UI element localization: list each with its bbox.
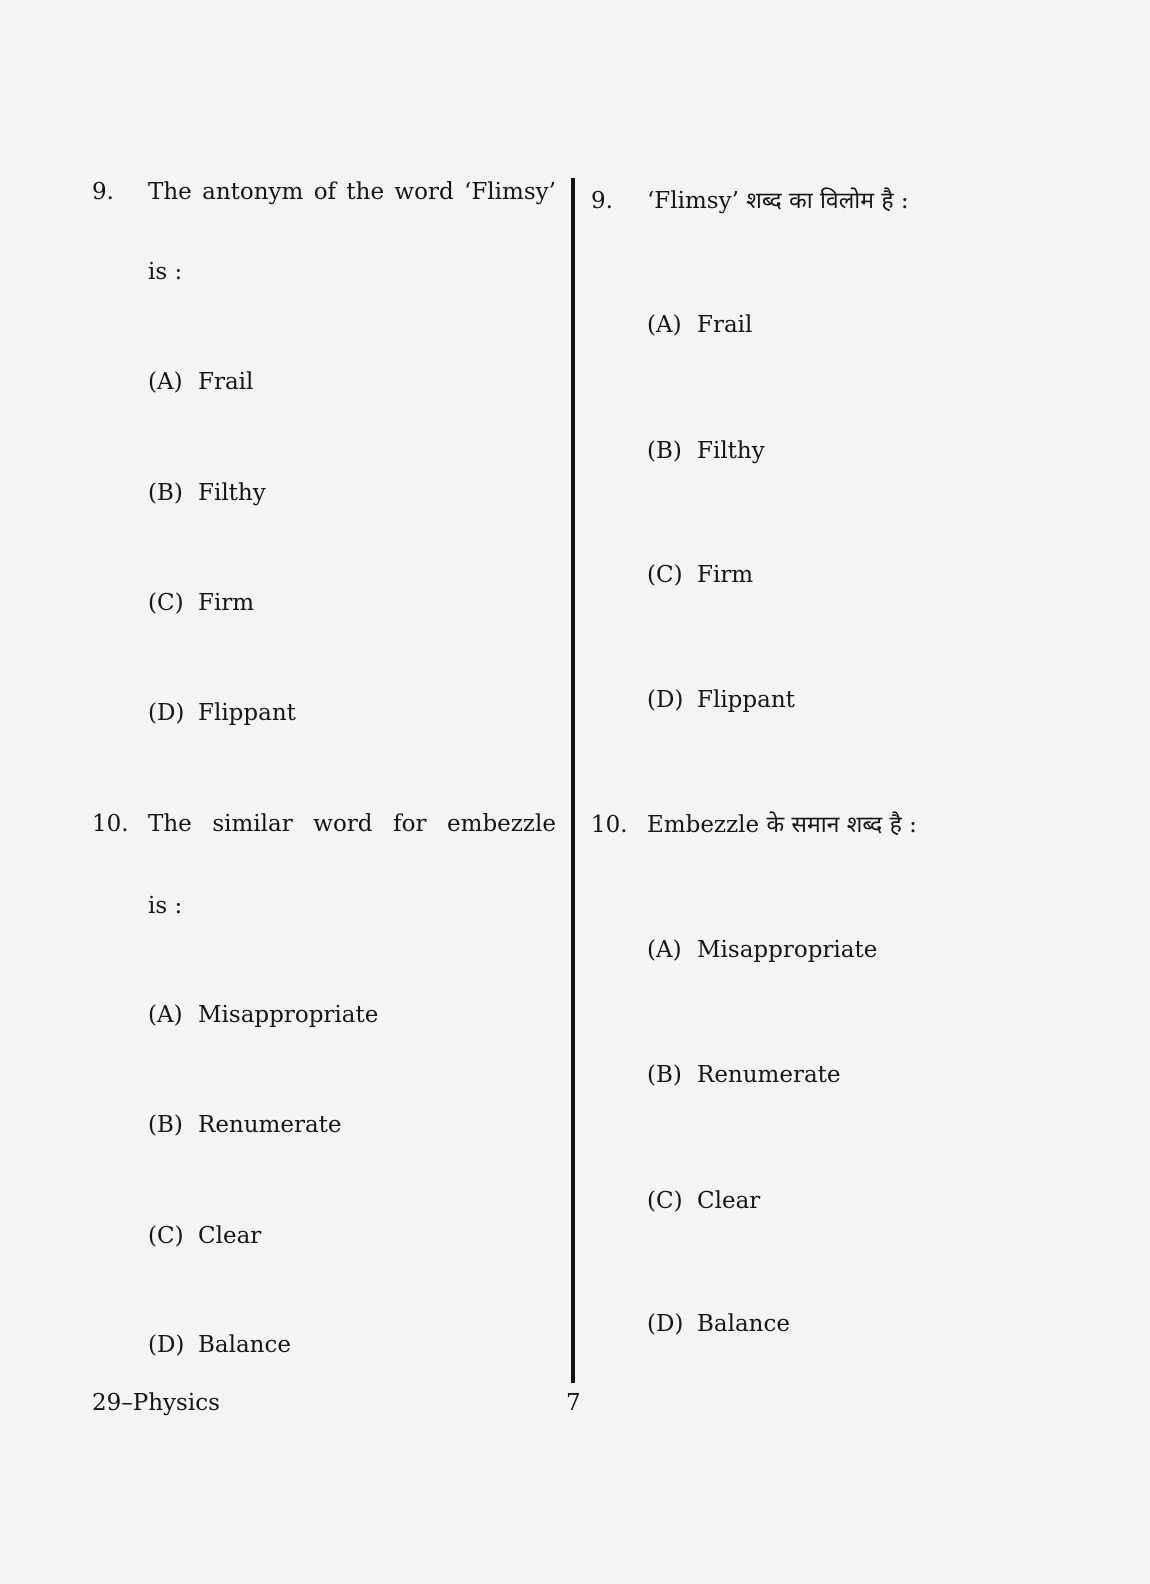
option-text: Balance xyxy=(198,1332,291,1358)
option-text: Firm xyxy=(697,562,754,588)
left-q9-number: 9. xyxy=(92,179,114,205)
word: The xyxy=(148,811,192,837)
right-q10-option-d xyxy=(647,1310,790,1338)
option-letter: (C) xyxy=(148,590,184,616)
word: word xyxy=(313,811,373,837)
option-text: Flippant xyxy=(198,700,296,726)
option-letter: (D) xyxy=(148,700,185,726)
right-q9-option-a xyxy=(647,311,752,339)
option-text: Renumerate xyxy=(198,1112,342,1138)
option-letter: (A) xyxy=(148,369,183,395)
word: for xyxy=(393,811,427,837)
word: of xyxy=(313,179,337,205)
option-text: Flippant xyxy=(697,687,795,713)
option-text: Filthy xyxy=(198,480,266,506)
right-q10-option-c xyxy=(647,1187,760,1215)
left-q9-option-c xyxy=(148,589,254,617)
left-q10-stem-line2: is : xyxy=(148,893,183,919)
left-q10-option-d xyxy=(148,1331,291,1359)
left-q10-stem-line1 xyxy=(148,810,556,838)
option-letter: (B) xyxy=(148,1112,183,1138)
left-q10-option-a xyxy=(148,1001,378,1029)
left-q9-option-d xyxy=(148,699,296,727)
left-q10-option-b xyxy=(148,1111,342,1139)
option-text: Misappropriate xyxy=(198,1002,379,1028)
left-q9-option-a xyxy=(148,368,253,396)
option-text: Misappropriate xyxy=(697,937,878,963)
option-letter: (D) xyxy=(647,687,684,713)
right-q9-stem: ‘Flimsy’ शब्द का विलोम है : xyxy=(647,188,909,214)
option-letter: (D) xyxy=(647,1311,684,1337)
left-q9-stem-line2: is : xyxy=(148,259,183,285)
left-q9-option-b xyxy=(148,479,266,507)
option-letter: (A) xyxy=(647,312,682,338)
column-divider xyxy=(571,178,575,1383)
word: ‘Flimsy’ xyxy=(464,179,556,205)
footer-paper-code: 29–Physics xyxy=(92,1390,220,1416)
right-q10-stem: Embezzle के समान शब्द है : xyxy=(647,812,917,838)
option-letter: (A) xyxy=(148,1002,183,1028)
right-q10-option-a xyxy=(647,936,877,964)
option-letter: (D) xyxy=(148,1332,185,1358)
right-q9-option-d xyxy=(647,686,795,714)
word: the xyxy=(346,179,385,205)
option-letter: (B) xyxy=(647,1062,682,1088)
option-text: Frail xyxy=(198,369,254,395)
option-text: Clear xyxy=(697,1188,761,1214)
word: word xyxy=(394,179,454,205)
option-text: Filthy xyxy=(697,438,765,464)
option-letter: (B) xyxy=(647,438,682,464)
option-text: Balance xyxy=(697,1311,790,1337)
option-text: Firm xyxy=(198,590,255,616)
left-q10-option-c xyxy=(148,1222,261,1250)
right-q9-number: 9. xyxy=(591,188,613,214)
option-letter: (C) xyxy=(148,1223,184,1249)
option-text: Renumerate xyxy=(697,1062,841,1088)
word: The xyxy=(148,179,192,205)
word: embezzle xyxy=(447,811,556,837)
right-q9-option-b xyxy=(647,437,765,465)
right-q9-option-c xyxy=(647,561,753,589)
left-q10-number: 10. xyxy=(92,811,129,837)
option-letter: (C) xyxy=(647,1188,683,1214)
right-q10-number: 10. xyxy=(591,812,628,838)
option-letter: (B) xyxy=(148,480,183,506)
option-letter: (C) xyxy=(647,562,683,588)
option-text: Frail xyxy=(697,312,753,338)
word: similar xyxy=(212,811,293,837)
option-letter: (A) xyxy=(647,937,682,963)
option-text: Clear xyxy=(198,1223,262,1249)
word: antonym xyxy=(202,179,304,205)
right-q10-option-b xyxy=(647,1061,841,1089)
footer-page-number: 7 xyxy=(566,1390,581,1416)
left-q9-stem-line1 xyxy=(148,178,556,206)
